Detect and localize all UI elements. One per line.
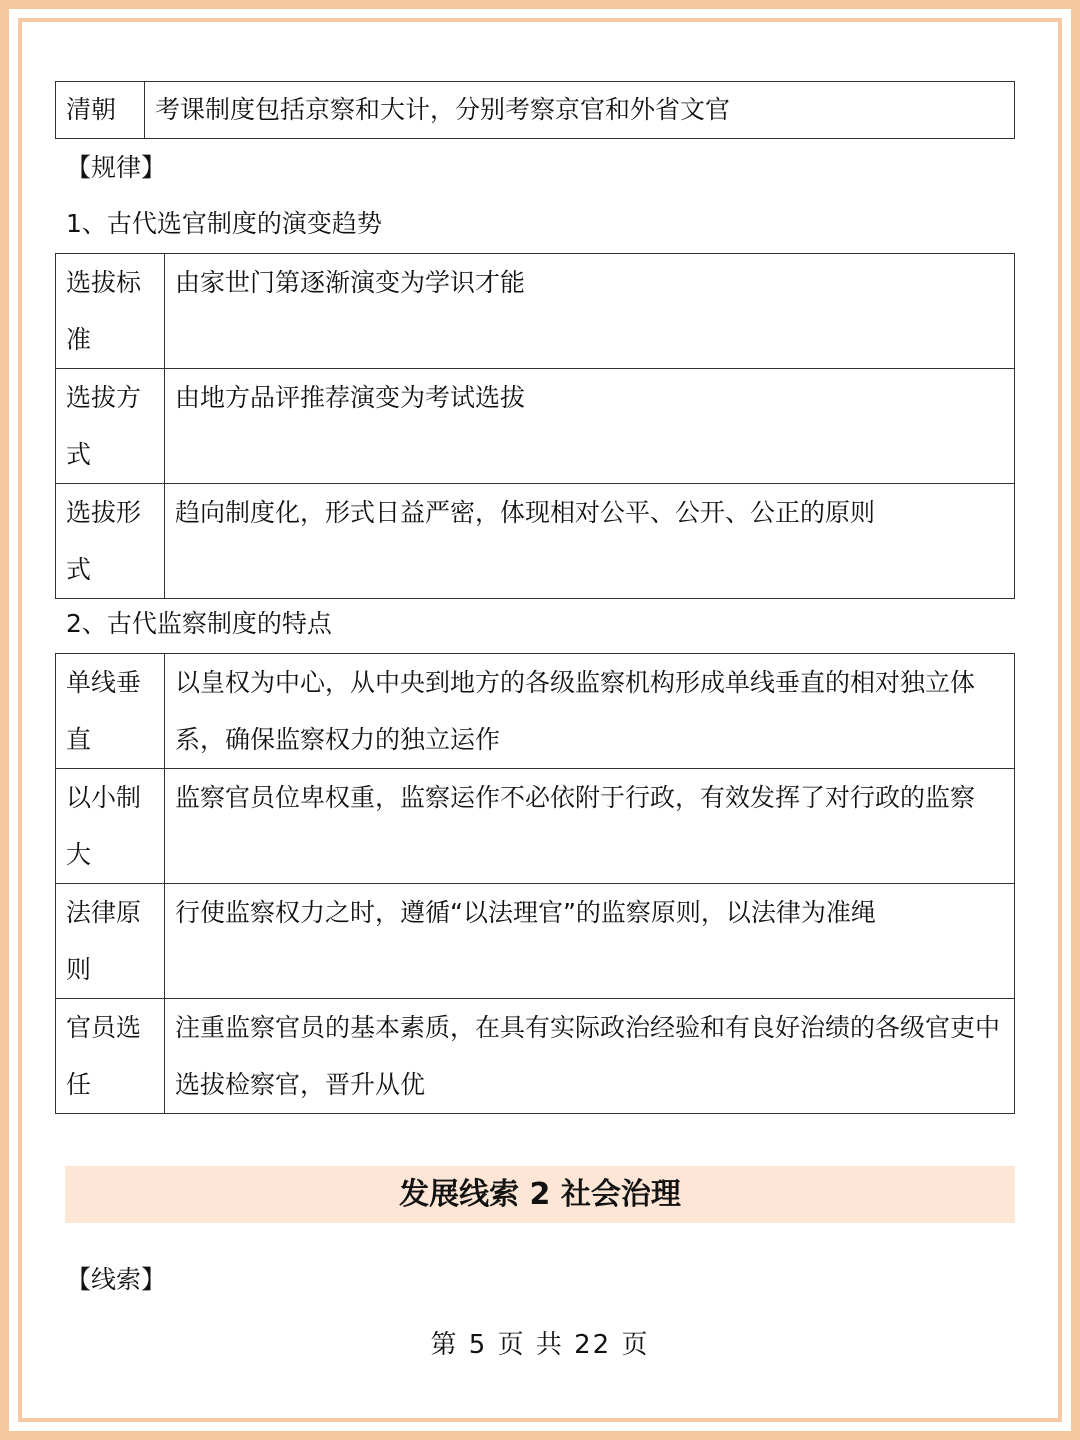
table-row [56, 369, 1015, 484]
table-row [56, 769, 1015, 884]
page-number: 第 5 页 共 22 页 [430, 1330, 650, 1360]
heading-xiansuo: 【线索】 [66, 1265, 167, 1294]
row-key: 官员选任 [56, 999, 165, 1114]
qing-table [55, 81, 1015, 139]
row-key: 选拔形式 [56, 484, 165, 599]
section1-title: 1、古代选官制度的演变趋势 [66, 209, 382, 238]
row-value: 以皇权为中心，从中央到地方的各级监察机构形成单线垂直的相对独立体系，确保监察权力的独立运作 [165, 654, 1015, 769]
row-value: 监察官员位卑权重，监察运作不必依附于行政，有效发挥了对行政的监察 [165, 769, 1015, 884]
row-key: 以小制大 [56, 769, 165, 884]
table-row [56, 884, 1015, 999]
section2-title: 2、古代监察制度的特点 [66, 609, 332, 638]
table-row [56, 82, 1015, 139]
row-value: 行使监察权力之时，遵循“以法理官”的监察原则，以法律为准绳 [165, 884, 1015, 999]
selection-table [55, 253, 1015, 599]
table-row [56, 484, 1015, 599]
heading-guilv: 【规律】 [66, 153, 167, 182]
supervision-table [55, 653, 1015, 1114]
table-row [56, 999, 1015, 1114]
row-value: 趋向制度化，形式日益严密，体现相对公平、公开、公正的原则 [165, 484, 1015, 599]
row-value: 注重监察官员的基本素质，在具有实际政治经验和有良好治绩的各级官吏中选拔检察官，晋升从优 [165, 999, 1015, 1114]
row-key: 选拔标准 [56, 254, 165, 369]
row-key: 清朝 [56, 82, 145, 139]
section-banner: 发展线索 2 社会治理 [65, 1166, 1015, 1223]
row-key: 单线垂直 [56, 654, 165, 769]
table-row [56, 254, 1015, 369]
row-value: 由地方品评推荐演变为考试选拔 [165, 369, 1015, 484]
table-row [56, 654, 1015, 769]
row-key: 法律原则 [56, 884, 165, 999]
row-key: 选拔方式 [56, 369, 165, 484]
row-value: 由家世门第逐渐演变为学识才能 [165, 254, 1015, 369]
row-value: 考课制度包括京察和大计，分别考察京官和外省文官 [145, 82, 1015, 139]
